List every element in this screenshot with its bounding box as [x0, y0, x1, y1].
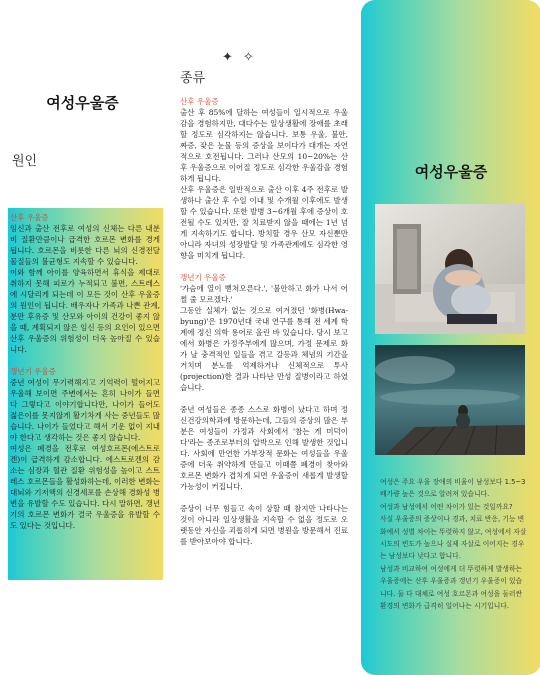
cause-heading: 원인: [12, 154, 38, 169]
section-heading: 산후 우울증: [180, 97, 219, 106]
paragraph: 사실 우울증의 증상이나 경과, 치료 반응, 기능 변화에서 성별 차이는 뚜렷하지 않고, 여성에서 자살 시도의 빈도가 높으나 실제 자살로 이어지는 경우는 남성보다 낮다고 합니다.: [380, 515, 527, 561]
paragraph: 여성은 주요 우울 장애의 비율이 남성보다 1.5~3배가량 높은 것으로 알려져 있습니다.: [380, 478, 526, 499]
paragraph: 중년 여성들은 종종 스스로 화병이 났다고 하며 정신건강의학과에 방문하는데, 그들의 증상의 많은 부분은 여성들이 가정과 사회에서 '참는 게 미덕이다'라는 종조로부터의 압박으로 인해 발생한 것입니다. 사회에 만연한 가부장적 문화는 여성들을 우울증에 더욱 취약하게 만들고 이때쯤 폐경이 찾아와 호르몬 변화가 겹치게 되면 우울증이 새롭게 발생할 가능성이 커집니다.: [180, 405, 348, 491]
types-text: [180, 96, 348, 547]
spacer: [10, 355, 160, 366]
section-heading: 산후 우울증: [10, 213, 49, 222]
section-heading: 갱년기 우울증: [10, 367, 56, 376]
right-title: 여성우울증: [414, 163, 488, 181]
paragraph: '가슴에 열이 뻗쳐오른다.', '불안하고 화가 나서 어쩔 줄 모르겠다.': [180, 284, 348, 304]
paragraph: 이와 함께 아이를 양육하면서 휴식을 제대로 취하지 못해 피로가 누적되고 불면, 스트레스에 시달리게 되는데 이 모든 것이 산후 우울증의 원인이 됩니다. 배우자나 가족과 나쁜 관계, 분만 후유증 및 산모와 아이의 건강이 좋지 않을 때, 계획되지 않은 임신 등의 요인이 있으면 산후 우울증의 위험성이 더욱 높아질 수 있습니다.: [10, 268, 160, 354]
sparkle-icon: ✦ ✧: [222, 50, 257, 65]
right-description: [380, 476, 527, 612]
paragraph: 남성과 비교하여 여성에게 더 뚜렷하게 발생하는 우울증에는 산후 우울증과 갱년기 우울증이 있습니다. 둘 다 대체로 여성 호르몬과 여성을 둘러싼 환경의 변화가 급격히 일어나는 시기입니다.: [380, 564, 523, 611]
section-heading: 갱년기 우울증: [180, 273, 226, 282]
types-heading: 종류: [180, 71, 206, 86]
paragraph: 여성은 폐경을 전후로 여성호르몬(에스트로겐)이 급격하게 감소합니다. 에스트로겐의 감소는 심장과 혈관 질환 위험성을 높이고 스트레스 호르몬들을 활성화하는데, 이러한 변화는 대뇌와 기저핵의 신경세포를 손상해 경화성 병변을 유발할 수도 있습니다. 다시 말하면, 갱년기의 호르몬 변화가 결국 우울증을 유발할 수도 있다는 것입니다.: [10, 444, 160, 530]
paragraph: 출산 후 85%에 달하는 여성들이 일시적으로 우울감을 경험하지만, 대다수는 일상생활에 장애를 초래할 정도로 심각하지는 않습니다. 보통 우울, 불안, 짜증, 잦은 눈물 등의 증상을 보이다가 대개는 자연적으로 호전됩니다. 그러나 산모의 10~20%는 산후 우울증으로 이어질 정도로 심각한 우울감을 경험하게 됩니다.: [180, 108, 348, 183]
paragraph: 여성과 남성에서 어떤 차이가 있는 것일까요?: [380, 502, 513, 511]
paragraph: 그동안 실체가 없는 것으로 여겨졌던 '화병(Hwa-byung)'은 1970년대 국내 연구를 통해 전 세계 학계에 정신 의학 용어로 올린 바 있습니다. 당시 보고에서 화병은 가정주부에게 많으며, 가정 문제로 화가 날 충격적인 일들을 겪고 갈등과 체념의 기간을 거치며 분노를 억제하거나 신체적으로 투사(projection)한 결과 나타난 만성 질병이라고 하였습니다.: [180, 306, 348, 392]
person-on-pier-photo: [375, 345, 525, 455]
paragraph: 산후 우울증은 일반적으로 출산 이후 4주 전후로 발생하나 출산 후 수일 이내 및 수개월 이후에도 발생할 수 있습니다. 또한 발병 3~6개월 후에 증상이 호전될 수도 있지만, 잘 치료받지 않을 때에는 1년 넘게 지속하기도 합니다. 방치할 경우 산모 자신뿐만 아니라 자녀의 성장발달 및 가족관계에도 심각한 영향을 미치게 됩니다.: [180, 185, 348, 260]
cause-text: [10, 212, 160, 531]
sad-woman-photo: [375, 204, 525, 334]
spacer: [180, 492, 348, 503]
paragraph: 증상이 너무 힘들고 속이 상할 때 참지만 나타나는 것이 아니라 일상생활을 지속할 수 없을 정도로 오랫동안 자신을 괴롭히게 되면 병원을 방문해서 진료를 받아보아야 합니다.: [180, 504, 348, 546]
left-title: 여성우울증: [46, 94, 119, 112]
paragraph: 임신과 출산 전후로 여성의 신체는 다른 내분비 질환만큼이나 급격한 호르몬 변화를 경게 됩니다. 호르몬을 비롯한 다른 뇌의 신경전달물질들의 불균형도 지속할 수 있습니다.: [10, 224, 160, 266]
spacer: [180, 261, 348, 272]
paragraph: 중년 여성이 무기력해지고 기억력이 떨어지고 우울해 보이면 주변에서는 흔히 나이가 들면 다 그렇다고 이야기합니다만, 나이가 들어도 젊은이를 못지않게 활기차게 사는 중년들도 많습니다. 나이가 들었다고 해서 기운 없이 지내야 한다고 생각하는 것은 좋지 않습니다.: [10, 378, 160, 442]
spacer: [180, 393, 348, 404]
